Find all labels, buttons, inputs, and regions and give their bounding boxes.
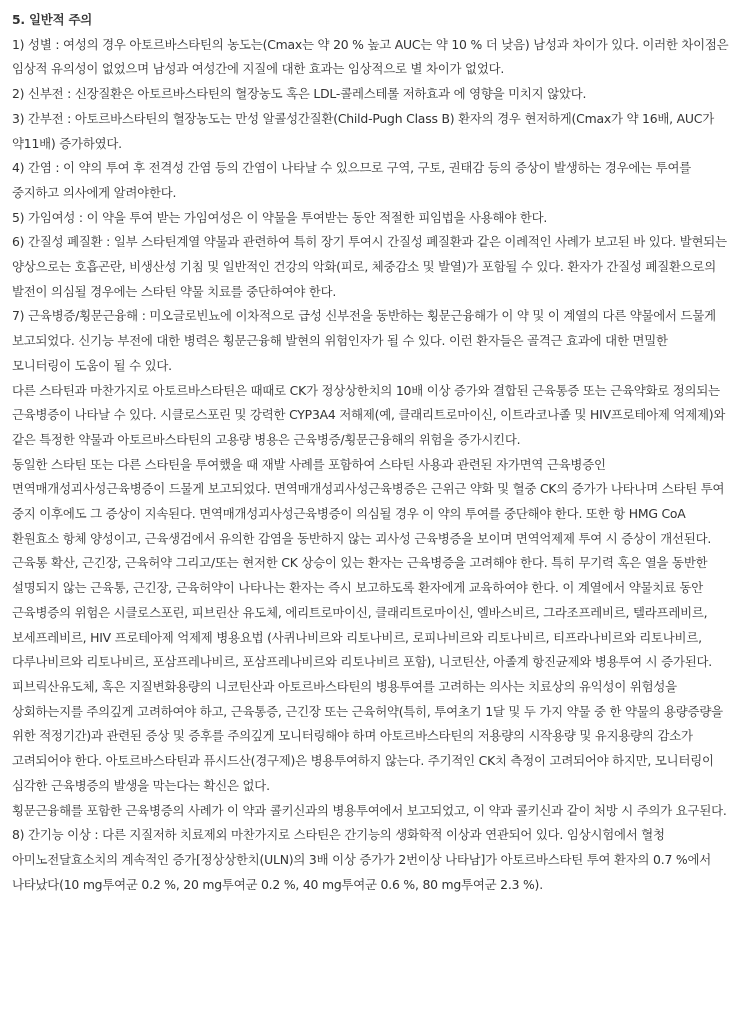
paragraph-myopathy-rhabdomyolysis: 7) 근육병증/횡문근융해 : 미오글로빈뇨에 이차적으로 급성 신부전을 동반하는 횡문근융해가 이 약 및 이 계열의 다른 약물에서 드물게 보고되었다. 신기능 부전에 대한 병력은 횡문근융해 발현의 위험인자가 될 수 있다. 이런 환자들은 골격근 효과에 대한 면밀한 모니터링이 도움이 될 수 있다. <box>12 308 716 373</box>
paragraph-liver-dysfunction: 8) 간기능 이상 : 다른 지질저하 치료제외 마찬가지로 스타틴은 간기능의 생화학적 이상과 연관되어 있다. 임상시험에서 혈청 아미노전달효소치의 계속적인 증가[정상상한치(ULN)의 3배 이상 증가가 2번이상 나타남]가 아토르바스타틴 투여 환자의 0.7 %에서 나타났다(10 mg투여군 0.2 %, 20 mg투여군 0.2 %, 40 mg투여군 0.6 %, 80 mg투여군 2.3 %). <box>12 827 712 892</box>
paragraph-myopathy-risk: 근육통 확산, 근긴장, 근육허약 그리고/또는 현저한 CK 상승이 있는 환자는 근육병증을 고려해야 한다. 특히 무기력 혹은 열을 동반한 설명되지 않는 근육통, 근긴장, 근육허약이 나타나는 환자는 즉시 보고하도록 환자에게 교육하여야 한다. 이 계열에서 약물치료 동안 근육병증의 위험은 시클로스포린, 피브린산 유도체, 에리트로마이신, 클래리트로마이신, 엘바스비르, 그라조프레비르, 텔라프레비르, 보세프레비르, HIV 프로테아제 억제제 병용요법 (사퀴나비르와 리토나비르, 로피나비르와 리토나비르, 티프라나비르와 리토나비르, 다루나비르와 리토나비르, 포삼프레나비르, 포삼프레나비르와 리토나비르 포함), 니코틴산, 아졸계 항진균제와 병용투여 시 증가된다. 피브릭산유도체, 혹은 지질변화용량의 니코틴산과 아토르바스타틴의 병용투여를 고려하는 의사는 치료상의 유익성이 위험성을 상회하는지를 주의깊게 고려하여야 하고, 근육통증, 근긴장 또는 근육허약(특히, 투여초기 1달 및 두 가지 약물 중 한 약물의 용량증량을 위한 적정기간)과 관련된 증상 및 증후를 주의깊게 모니터링해야 하며 아토르바스타틴의 저용량의 시작용량 및 유지용량의 감소가 고려되어야 한다. 아토르바스타틴과 퓨시드산(경구제)은 병용투여하지 않는다. 주기적인 CK치 측정이 고려되어야 하지만, 모니터링이 심각한 근육병증의 발생을 막는다는 확신은 없다. <box>12 555 723 793</box>
paragraph-hepatitis: 4) 간염 : 이 약의 투여 후 전격성 간염 등의 간염이 나타날 수 있으므로 구역, 구토, 권태감 등의 증상이 발생하는 경우에는 투여를 중지하고 의사에게 알려야한다. <box>12 160 691 200</box>
paragraph-interstitial-lung-disease: 6) 간질성 폐질환 : 일부 스타틴계열 약물과 관련하여 특히 장기 투여시 간질성 폐질환과 같은 이례적인 사례가 보고된 바 있다. 발현되는 양상으로는 호흡곤란, 비생산성 기침 및 일반적인 건강의 악화(피로, 체중감소 및 발열)가 포함될 수 있다. 환자가 간질성 폐질환으로의 발전이 의심될 경우에는 스타틴 약물 치료를 중단하여야 한다. <box>12 234 727 299</box>
paragraph-colchicine: 횡문근융해를 포함한 근육병증의 사례가 이 약과 콜키신과의 병용투여에서 보고되었고, 이 약과 콜키신과 같이 처방 시 주의가 요구된다. <box>12 802 727 818</box>
paragraph-myopathy-ck: 다른 스타틴과 마찬가지로 아토르바스타틴은 때때로 CK가 정상상한치의 10배 이상 증가와 결합된 근육통증 또는 근육약화로 정의되는 근육병증이 나타날 수 있다. 시클로스포린 및 강력한 CYP3A4 저해제(예, 클래리트로마이신, 이트라코나졸 및 HIV프로테아제 억제제)와 같은 특정한 약물과 아토르바스타틴의 고용량 병용은 근육병증/횡문근융해의 위험을 증가시킨다. <box>12 382 726 447</box>
paragraph-renal-failure: 2) 신부전 : 신장질환은 아토르바스타틴의 혈장농도 혹은 LDL-콜레스테롤 저하효과 에 영향을 미치지 않았다. <box>12 86 587 102</box>
paragraph-immune-necrotizing-myopathy: 동일한 스타틴 또는 다른 스타틴을 투여했을 때 재발 사례를 포함하여 스타틴 사용과 관련된 자가면역 근육병증인 면역매개성괴사성근육병증이 드물게 보고되었다. 면역매개성괴사성근육병증은 근위근 약화 및 혈중 CK의 증가가 나타나며 스타틴 투여 중지 이후에도 그 증상이 지속된다. 면역매개성괴사성근육병증이 의심될 경우 이 약의 투여를 중단해야 한다. 또한 항 HMG CoA 환원효소 항체 양성이고, 근육생검에서 유의한 감염을 동반하지 않는 괴사성 근육병증을 보이며 면역억제제 투여 시 증상이 개선된다. <box>12 456 725 546</box>
section-title: 5. 일반적 주의 <box>12 12 93 27</box>
paragraph-gender: 1) 성별 : 여성의 경우 아토르바스타틴의 농도는(Cmax는 약 20 % 높고 AUC는 약 10 % 더 낮음) 남성과 차이가 있다. 이러한 차이점은 임상적 유의성이 없었으며 남성과 여성간에 지질에 대한 효과는 임상적으로 별 차이가 없었다. <box>12 36 729 77</box>
paragraph-fertile-women: 5) 가임여성 : 이 약을 투여 받는 가임여성은 이 약물을 투여받는 동안 적절한 피임법을 사용해야 한다. <box>12 209 548 225</box>
paragraph-hepatic-failure: 3) 간부전 : 아토르바스타틴의 혈장농도는 만성 알콜성간질환(Child-Pugh Class B) 환자의 경우 현저하게(Cmax가 약 16배, AUC가 약11배) 증가하였다. <box>12 110 714 151</box>
